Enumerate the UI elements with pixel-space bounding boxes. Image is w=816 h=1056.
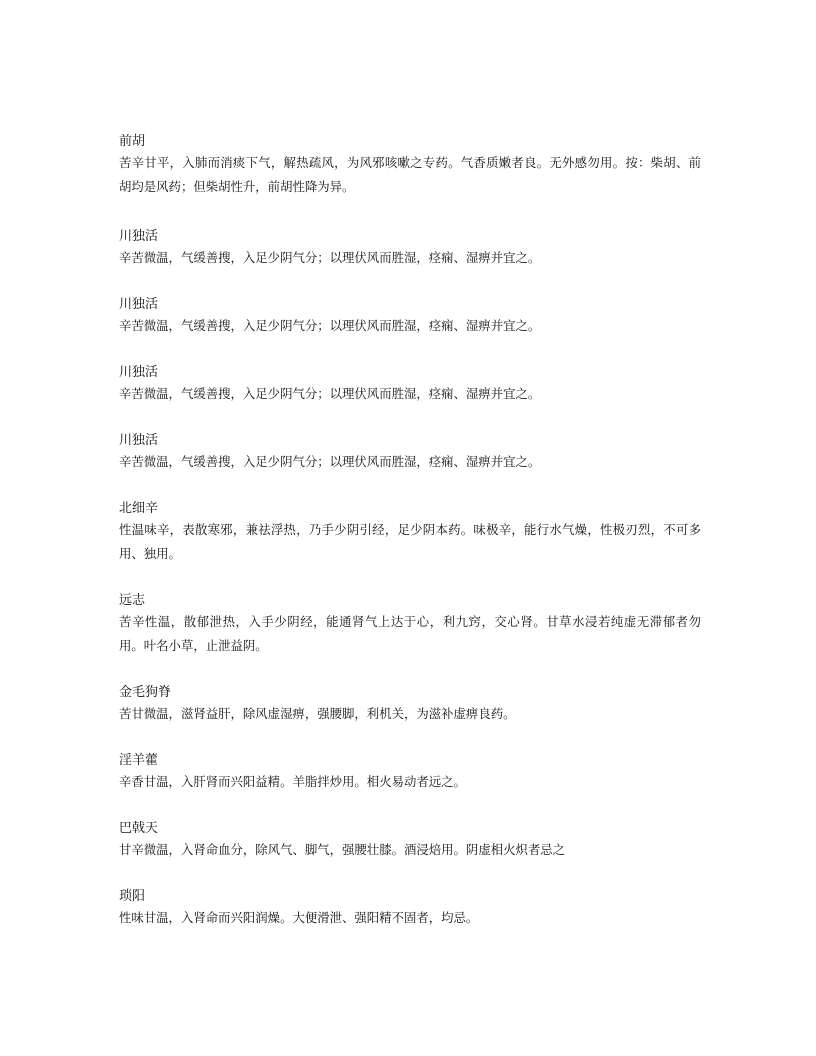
entry-body: 辛苦微温，气缓善搜，入足少阴气分；以理伏风而胜湿，痉痫、湿痹并宜之。 — [119, 250, 541, 265]
herb-entry-bajitian — [119, 820, 701, 862]
entry-body: 苦辛性温，散郁泄热，入手少阴经，能通肾气上达于心，利九窍，交心肾。甘草水浸若纯虚无滞郁者勿用。叶名小草，止泄益阴。 — [119, 614, 701, 653]
entry-body: 辛苦微温，气缓善搜，入足少阴气分；以理伏风而胜湿，痉痫、湿痹并宜之。 — [119, 386, 541, 401]
herb-entry-chuanduhuo — [119, 296, 701, 338]
herb-entry-yinyanghuo — [119, 752, 701, 794]
entry-body: 苦甘微温，滋肾益肝，除风虚湿痹，强腰脚，利机关，为滋补虚痹良药。 — [119, 706, 516, 721]
document-page — [119, 133, 701, 930]
entry-title: 川独活 — [119, 229, 159, 244]
herb-entry-yuanzhi — [119, 592, 701, 658]
herb-entry-qianhu — [119, 133, 701, 199]
entry-title: 金毛狗脊 — [119, 685, 172, 700]
entry-title: 前胡 — [119, 134, 146, 149]
herb-entry-chuanduhuo — [119, 432, 701, 474]
herb-entry-suoyang — [119, 888, 701, 930]
entry-title: 淫羊藿 — [119, 753, 159, 768]
entry-title: 琐阳 — [119, 889, 146, 904]
entry-title: 巴戟天 — [119, 821, 159, 836]
entry-title: 川独活 — [119, 297, 159, 312]
entry-body: 辛苦微温，气缓善搜，入足少阴气分；以理伏风而胜湿，痉痫、湿痹并宜之。 — [119, 318, 541, 333]
entry-body: 辛香甘温，入肝肾而兴阳益精。羊脂拌炒用。相火易动者远之。 — [119, 774, 466, 789]
herb-entry-jinmaogouji — [119, 684, 701, 726]
herb-entry-chuanduhuo — [119, 228, 701, 270]
herb-entry-chuanduhuo — [119, 364, 701, 406]
entry-body: 辛苦微温，气缓善搜，入足少阴气分；以理伏风而胜湿，痉痫、湿痹并宜之。 — [119, 454, 541, 469]
entry-title: 川独活 — [119, 365, 159, 380]
entry-body: 性味甘温，入肾命而兴阳润燥。大便滑泄、强阳精不固者，均忌。 — [119, 910, 479, 925]
entry-body: 苦辛甘平，入肺而消痰下气，解热疏风，为风邪咳嗽之专药。气香质嫩者良。无外感勿用。按：柴胡、前胡均是风药；但柴胡性升，前胡性降为异。 — [119, 155, 701, 194]
entry-body: 甘辛微温，入肾命血分，除风气、脚气，强腰壮膝。酒浸焙用。阴虚相火炽者忌之 — [119, 842, 566, 857]
entry-title: 北细辛 — [119, 501, 159, 516]
herb-entry-beixixin — [119, 500, 701, 566]
entry-title: 远志 — [119, 593, 146, 608]
entry-body: 性温味辛，表散寒邪，兼祛浮热，乃手少阴引经，足少阴本药。味极辛，能行水气燥，性极刃烈，不可多用、独用。 — [119, 522, 701, 561]
entry-title: 川独活 — [119, 433, 159, 448]
